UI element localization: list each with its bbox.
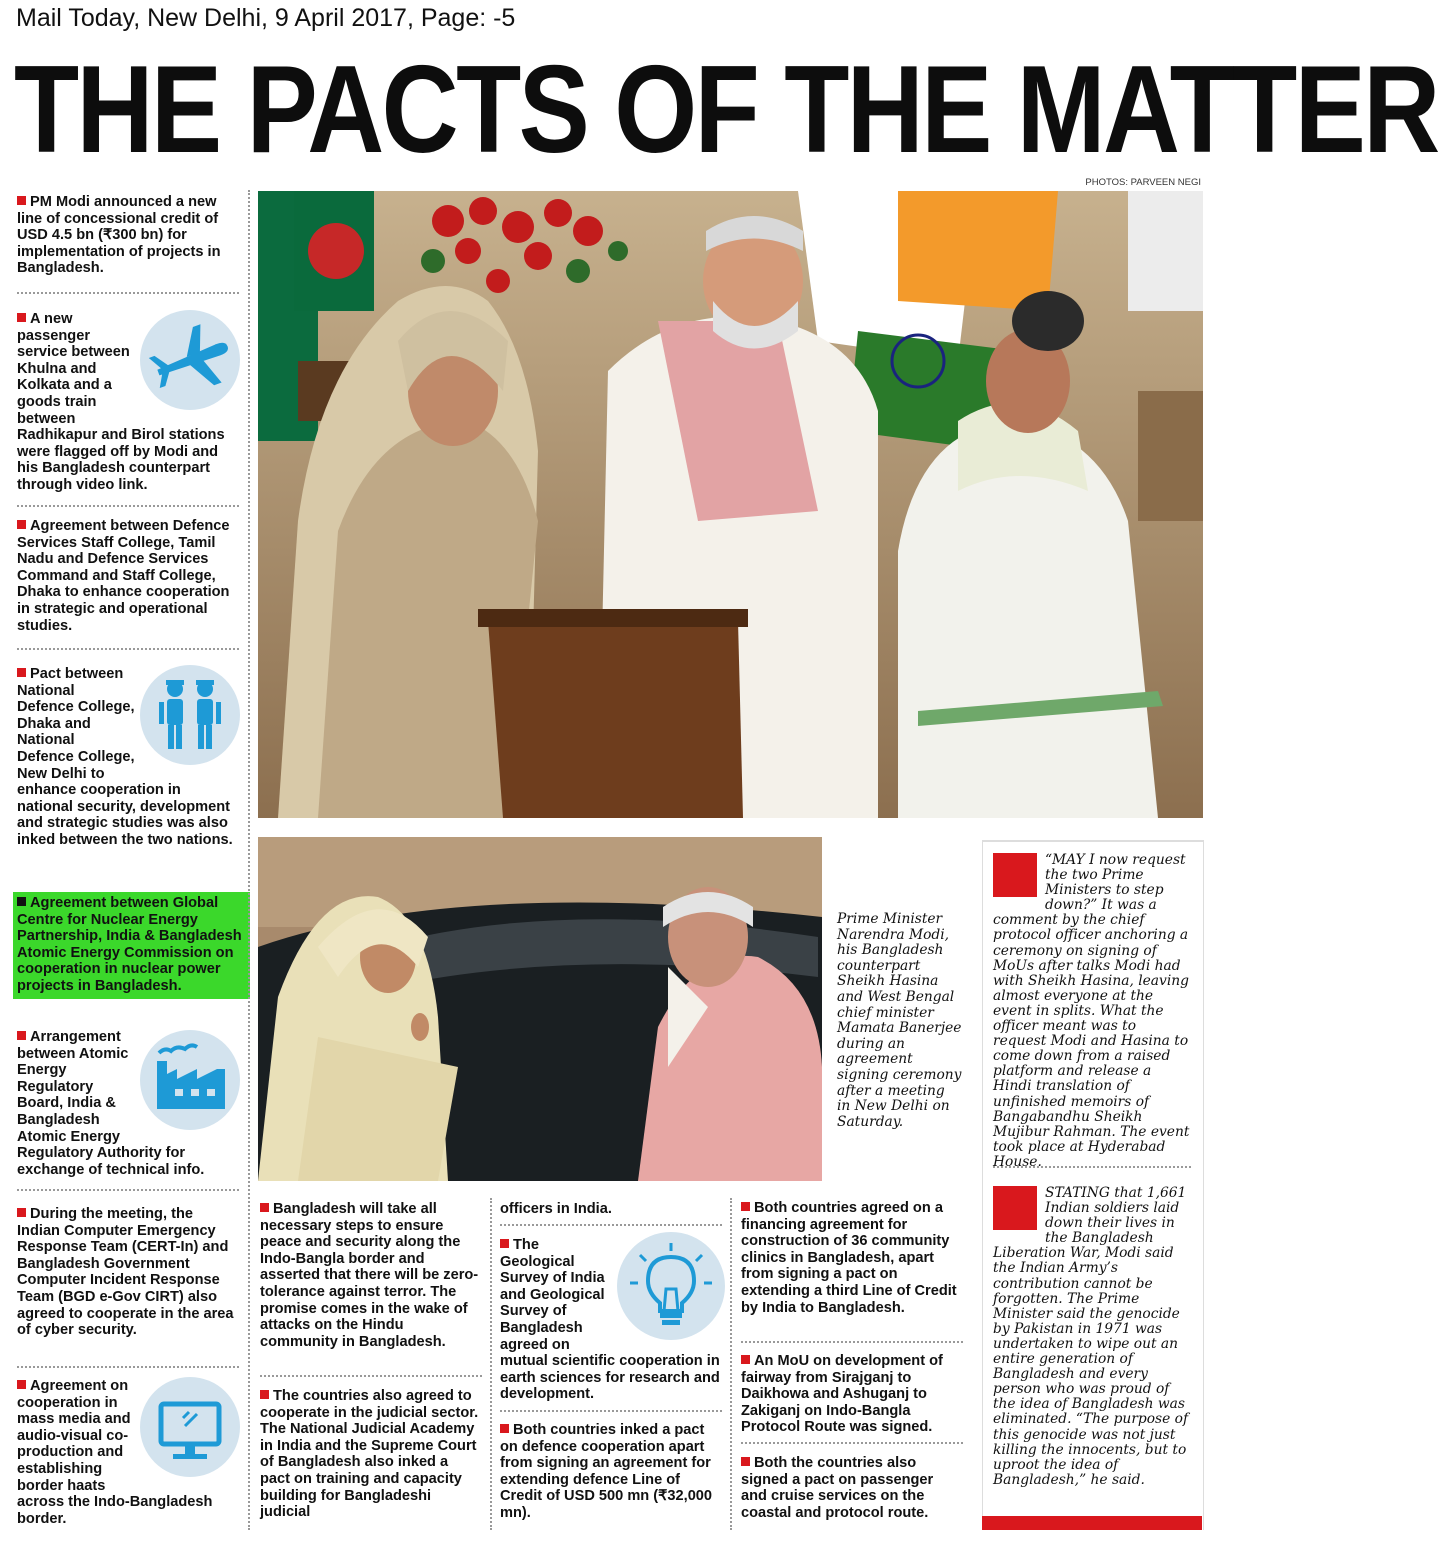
bullet-square bbox=[741, 1355, 750, 1364]
list-item: Both the countries also signed a pact on passenger and cruise services on the coastal and protocol route. bbox=[741, 1455, 934, 1521]
list-item: officers in India. bbox=[500, 1201, 612, 1217]
divider bbox=[500, 1410, 722, 1412]
divider bbox=[741, 1341, 963, 1343]
divider bbox=[17, 505, 239, 507]
dateline: Mail Today, New Delhi, 9 April 2017, Page: -5 bbox=[16, 4, 516, 32]
airplane-icon bbox=[139, 309, 243, 417]
divider bbox=[17, 1189, 239, 1191]
divider bbox=[260, 1375, 482, 1377]
bullet-square bbox=[17, 196, 26, 205]
column-divider bbox=[248, 190, 250, 1530]
list-item: Both countries inked a pact on defence cooperation apart from signing an agreement for extending defence Line of Credit of USD 500 mn (₹32,000 mn). bbox=[500, 1422, 713, 1521]
lightbulb-icon bbox=[616, 1231, 728, 1343]
photo-credit: PHOTOS: PARVEEN NEGI bbox=[1085, 177, 1201, 188]
divider bbox=[741, 1442, 963, 1444]
divider bbox=[500, 1224, 722, 1226]
bullet-square bbox=[17, 897, 26, 906]
factory-icon bbox=[139, 1029, 243, 1133]
list-item: Both countries agreed on a financing agreement for construction of 36 community clinics in Bangladesh, apart from signing a pact on extending a third Line of Credit by India to Bangladesh. bbox=[741, 1200, 957, 1316]
list-item: The countries also agreed to cooperate in the judicial sector. The National Judicial Academy in India and the Supreme Court of Bangladesh also inked a pact on training and capacity building for Bangladeshi judicial bbox=[260, 1388, 479, 1521]
sidebar-footer-bar bbox=[982, 1516, 1202, 1530]
bullet-square bbox=[741, 1457, 750, 1466]
list-item: Agreement between Global Centre for Nuclear Energy Partnership, India & Bangladesh Atomic Energy Commission on cooperation in nuclear power projects in Bangladesh. bbox=[17, 895, 242, 994]
divider bbox=[17, 292, 239, 294]
divider bbox=[17, 1366, 239, 1368]
monitor-icon bbox=[139, 1376, 243, 1482]
list-item: The Geological Survey of India and Geological Survey of Bangladesh agreed on mutual scientific cooperation in earth sciences for research and development. bbox=[500, 1237, 722, 1403]
sidebar-quote-1: “MAY I now request the two Prime Ministers to step down?” It was a comment by the chief protocol officer anchoring a ceremony on signing of MoUs after talks Modi had with Sheikh Hasina, leaving almost everyone at the event in splits. What the officer meant was to request Modi and Hasina to come down from a raised platform and release a Hindi translation of unfinished memoirs of Bangabandhu Sheikh Mujibur Rahman. The event took place at Hyderabad House. bbox=[993, 852, 1190, 1170]
bullet-square bbox=[17, 520, 26, 529]
bullet-square bbox=[17, 1380, 26, 1389]
list-item: Pact between National Defence College, Dhaka and National Defence College, New Delhi to enhance cooperation in national security, development and strategic studies was also inked between the two nations. bbox=[17, 666, 239, 849]
bullet-square bbox=[500, 1239, 509, 1248]
soldiers-icon bbox=[139, 664, 243, 770]
list-item: Arrangement between Atomic Energy Regulatory Board, India & Bangladesh Atomic Energy Regulatory Authority for exchange of technical info. bbox=[17, 1029, 239, 1178]
sidebar-quote-2: STATING that 1,661 Indian soldiers laid down their lives in the Bangladesh Liberation War, Modi said the Indian Army’s contribution cannot be forgotten. The Prime Minister said the genocide by Pakistan in 1971 was undertaken to wipe out an entire generation of Bangladesh and every person who was proud of the idea of Bangladesh was eliminated. “The purpose of this genocide was not just killing the innocents, but to uproot the idea of Bangladesh,” he said. bbox=[993, 1185, 1189, 1488]
sidebar-top-rule bbox=[983, 840, 1203, 842]
column-divider bbox=[490, 1198, 492, 1530]
list-item: During the meeting, the Indian Computer Emergency Response Team (CERT-In) and Bangladesh Government Computer Incident Response Team (BGD e-Gov CIRT) also agreed to cooperate in the area of cyber security. bbox=[17, 1206, 234, 1339]
photo-caption: Prime Minister Narendra Modi, his Bangladesh counterpart Sheikh Hasina and West Bengal chief minister Mamata Banerjee during an agreement signing ceremony after a meeting in New Delhi on Saturday. bbox=[837, 911, 962, 1130]
list-item: A new passenger service between Khulna and Kolkata and a goods train between Radhikapur and Birol stations were flagged off by Modi and his Bangladesh counterpart through video link. bbox=[17, 311, 239, 494]
secondary-photo bbox=[258, 837, 822, 1181]
divider bbox=[17, 648, 239, 650]
bullet-square bbox=[17, 668, 26, 677]
divider bbox=[993, 1166, 1191, 1168]
accent-square bbox=[993, 1186, 1037, 1230]
bullet-square bbox=[500, 1424, 509, 1433]
bullet-square bbox=[260, 1203, 269, 1212]
list-item: An MoU on development of fairway from Sirajganj to Daikhowa and Ashuganj to Zakiganj on Indo-Bangla Protocol Route was signed. bbox=[741, 1353, 943, 1436]
list-item: PM Modi announced a new line of concessional credit of USD 4.5 bn (₹300 bn) for implementation of projects in Bangladesh. bbox=[17, 194, 221, 277]
list-item: Bangladesh will take all necessary steps to ensure peace and security along the Indo-Bangla border and asserted that there will be zero-tolerance against terror. The promise comes in the wake of attacks on the Hindu community in Bangladesh. bbox=[260, 1201, 479, 1350]
list-item: Agreement on cooperation in mass media and audio-visual co-production and establishing border haats across the Indo-Bangladesh border. bbox=[17, 1378, 239, 1527]
list-item: Agreement between Defence Services Staff College, Tamil Nadu and Defence Services Command and Staff College, Dhaka to enhance cooperation in strategic and operational studies. bbox=[17, 518, 230, 634]
accent-square bbox=[993, 853, 1037, 897]
bullet-square bbox=[17, 1031, 26, 1040]
bullet-square bbox=[17, 1208, 26, 1217]
main-photo bbox=[258, 191, 1203, 818]
bullet-square bbox=[741, 1202, 750, 1211]
bullet-square bbox=[260, 1390, 269, 1399]
headline: THE PACTS OF THE MATTER bbox=[14, 41, 1438, 179]
column-divider bbox=[730, 1198, 732, 1530]
bullet-square bbox=[17, 313, 26, 322]
